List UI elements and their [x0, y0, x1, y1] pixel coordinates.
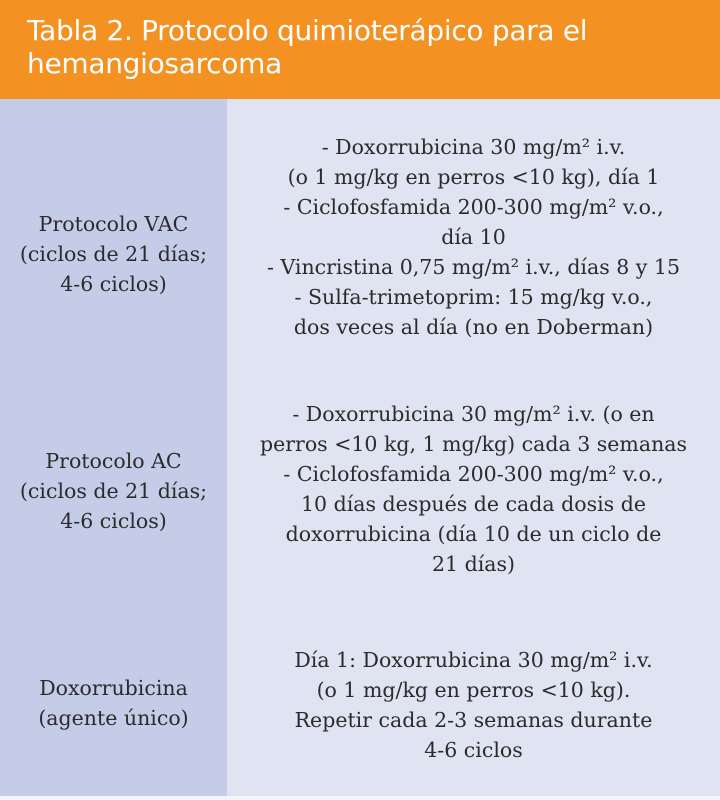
details-cell-doxorrubicina — [227, 645, 720, 765]
detail-line: - Ciclofosfamida 200-300 mg/m² v.o., — [283, 195, 664, 219]
detail-line: (o 1 mg/kg en perros <10 kg). — [316, 678, 631, 702]
bottom-border — [0, 796, 720, 800]
protocol-cycle: (agente único) — [38, 706, 189, 730]
detail-line: Día 1: Doxorrubicina 30 mg/m² i.v. — [294, 648, 653, 672]
protocol-column — [0, 99, 227, 796]
detail-line: - Ciclofosfamida 200-300 mg/m² v.o., — [283, 462, 664, 486]
protocol-cycle: (ciclos de 21 días; — [19, 479, 208, 503]
detail-line: día 10 — [441, 225, 506, 249]
detail-line: 10 días después de cada dosis de — [301, 492, 646, 516]
table-title — [0, 0, 720, 99]
detail-line: 21 días) — [431, 552, 516, 576]
detail-line: doxorrubicina (día 10 de un ciclo de — [285, 522, 662, 546]
details-cell-vac — [227, 132, 720, 342]
protocol-count: 4-6 ciclos) — [60, 509, 167, 533]
detail-line: - Doxorrubicina 30 mg/m² i.v. (o en — [292, 402, 655, 426]
protocol-name: Protocolo VAC — [38, 212, 189, 236]
protocol-cell-doxorrubicina — [0, 673, 227, 733]
detail-line: perros <10 kg, 1 mg/kg) cada 3 semanas — [259, 432, 688, 456]
detail-line: - Sulfa-trimetoprim: 15 mg/kg v.o., — [294, 285, 653, 309]
detail-line: dos veces al día (no en Doberman) — [293, 315, 654, 339]
title-line-1: Tabla 2. Protocolo quimioterápico para el — [27, 14, 588, 47]
detail-line: (o 1 mg/kg en perros <10 kg), día 1 — [287, 165, 660, 189]
protocol-name: Doxorrubicina — [39, 676, 188, 700]
protocol-cell-ac — [0, 446, 227, 536]
table-body — [0, 99, 720, 796]
details-column — [227, 99, 720, 796]
protocol-count: 4-6 ciclos) — [60, 272, 167, 296]
detail-line: Repetir cada 2-3 semanas durante — [294, 708, 653, 732]
detail-line: 4-6 ciclos — [424, 738, 523, 762]
detail-line: - Doxorrubicina 30 mg/m² i.v. — [321, 135, 626, 159]
title-line-2: hemangiosarcoma — [27, 47, 282, 80]
detail-line: - Vincristina 0,75 mg/m² i.v., días 8 y 15 — [267, 255, 680, 279]
details-cell-ac — [227, 399, 720, 579]
protocol-name: Protocolo AC — [45, 449, 182, 473]
protocol-cycle: (ciclos de 21 días; — [19, 242, 208, 266]
protocol-cell-vac — [0, 209, 227, 299]
